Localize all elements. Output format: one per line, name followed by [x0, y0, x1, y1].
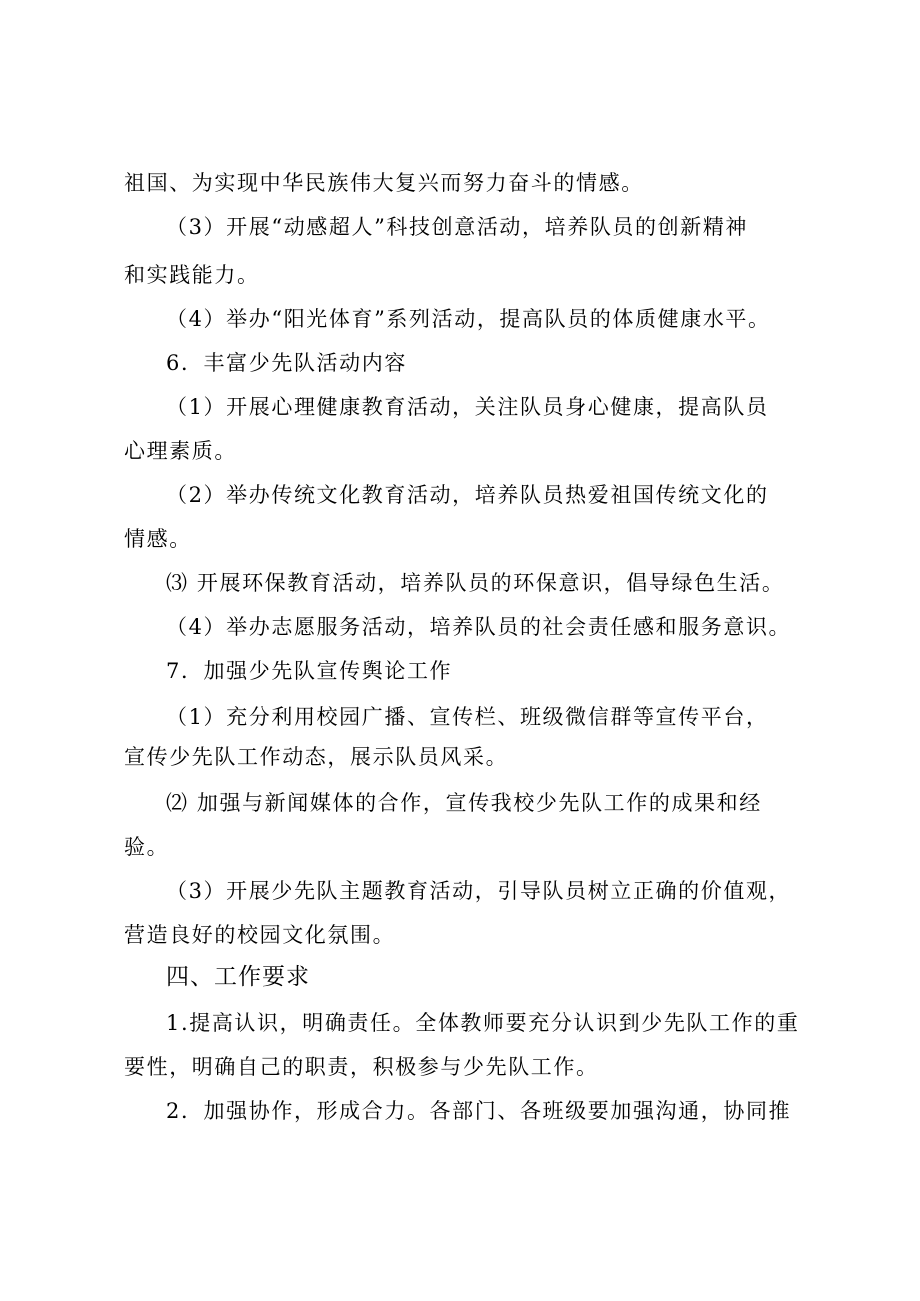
text-line-11: （4）举办志愿服务活动，培养队员的社会责任感和服务意识。 [166, 615, 792, 639]
text-line-14: 宣传少先队工作动态，展示队员风采。 [124, 745, 509, 769]
text-line-7: 心理素质。 [124, 439, 237, 463]
text-line-8: （2）举办传统文化教育活动，培养队员热爱祖国传统文化的 [166, 483, 769, 507]
text-line-9: 情感。 [124, 527, 192, 551]
text-line-17: （3）开展少先队主题教育活动，引导队员树立正确的价值观， [166, 879, 792, 903]
text-line-6: （1）开展心理健康教育活动，关注队员身心健康，提高队员 [166, 395, 769, 419]
section-heading-7: 7．加强少先队宣传舆论工作 [166, 659, 453, 683]
text-line-10: ⑶ 开展环保教育活动，培养队员的环保意识，倡导绿色生活。 [166, 571, 785, 595]
text-line-18: 营造良好的校园文化氛围。 [124, 923, 396, 947]
text-line-16: 验。 [124, 835, 170, 859]
text-line-1: 祖国、为实现中华民族伟大复兴而努力奋斗的情感。 [124, 171, 644, 195]
text-line-2: （3）开展“动感超人”科技创意活动，培养队员的创新精神 [166, 215, 749, 239]
section-heading-4: 四、工作要求 [166, 964, 310, 990]
text-line-22: 2．加强协作，形成合力。各部门、各班级要加强沟通，协同推 [166, 1099, 792, 1123]
section-heading-6: 6．丰富少先队活动内容 [166, 351, 407, 375]
text-line-21: 要性，明确自己的职责，积极参与少先队工作。 [124, 1055, 599, 1079]
text-line-4: （4）举办“阳光体育”系列活动，提高队员的体质健康水平。 [166, 307, 771, 331]
text-line-20: 1.提高认识，明确责任。全体教师要充分认识到少先队工作的重 [166, 1011, 800, 1035]
text-line-13: （1）充分利用校园广播、宣传栏、班级微信群等宣传平台， [166, 705, 769, 729]
text-line-3: 和实践能力。 [124, 263, 260, 287]
text-line-15: ⑵ 加强与新闻媒体的合作，宣传我校少先队工作的成果和经 [166, 791, 762, 815]
